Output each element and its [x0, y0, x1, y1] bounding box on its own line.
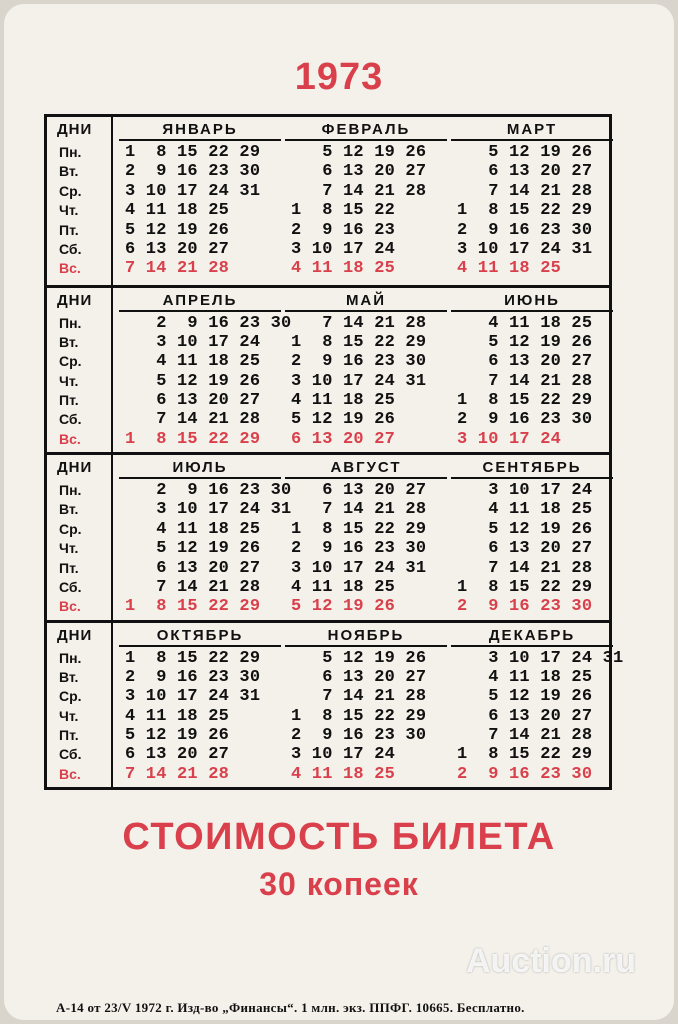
weekday-column	[53, 117, 113, 285]
month-week-line: 7 14 21 28	[457, 558, 593, 578]
month-week-line: 1 8 15 22 29	[457, 745, 593, 765]
month-week-line: 5 12 19 26	[457, 332, 593, 352]
month-week-line: 7 14 21 28	[457, 371, 593, 391]
month-block	[451, 288, 613, 456]
weekday-label: Вт.	[59, 163, 79, 180]
days-header: ДНИ	[57, 626, 93, 644]
month-week-line: 3 10 17 24 31	[457, 239, 593, 259]
month-block	[451, 623, 624, 791]
month-week-line: 6 13 20 27	[291, 667, 427, 687]
month-name: ИЮНЬ	[451, 292, 613, 312]
month-week-line: 2 9 16 23 30	[291, 726, 427, 746]
month-week-line: 1 8 15 22 29	[457, 201, 593, 221]
weekday-label: Пн.	[59, 482, 82, 498]
month-name: СЕНТЯБРЬ	[451, 459, 613, 479]
month-week-line: 7 14 21 28	[291, 687, 427, 707]
weekday-label: Пт.	[59, 559, 79, 576]
quarter-row	[47, 620, 624, 791]
weekday-label: Пт.	[59, 392, 79, 409]
weekday-label: Вс.	[59, 598, 81, 615]
month-week-line: 1 8 15 22 29	[125, 648, 261, 668]
month-week-line: 5 12 19 26	[457, 143, 593, 162]
month-week-line: 6 13 20 27	[125, 239, 230, 259]
ticket-cost-title: СТОИМОСТЬ БИЛЕТА	[122, 816, 556, 858]
month-name: АПРЕЛЬ	[119, 292, 281, 312]
month-week-line: 3 10 17 24 31	[457, 648, 624, 668]
weekday-label: Ср.	[59, 182, 82, 199]
month-week-line: 4 11 18 25	[125, 519, 261, 539]
month-name: ИЮЛЬ	[119, 459, 281, 479]
month-week-line: 1 8 15 22 29	[291, 706, 427, 726]
weekday-label: Сб.	[59, 240, 82, 257]
month-week-line: 4 11 18 25	[125, 352, 261, 372]
weekday-label: Ср.	[59, 520, 82, 537]
weekday-column	[53, 288, 113, 456]
weekday-label: Пн.	[59, 649, 82, 666]
month-week-line: 6 13 20 27	[291, 162, 427, 182]
month-week-line: 4 11 18 25	[291, 577, 396, 597]
month-block	[119, 623, 281, 791]
weekday-label: Вт.	[59, 501, 79, 518]
month-week-line: 4 11 18 25	[291, 764, 396, 784]
month-week-line: 6 13 20 27	[457, 706, 593, 726]
weekday-label: Вс.	[59, 260, 81, 277]
weekday-label: Пн.	[59, 144, 82, 160]
month-week-line: 5 12 19 26	[125, 371, 261, 391]
month-block	[119, 117, 281, 285]
month-week-line: 1 8 15 22 29	[125, 429, 261, 449]
month-week-line: 1 8 15 22 29	[291, 519, 427, 539]
month-week-line: 6 13 20 27	[291, 481, 427, 500]
month-week-line: 6 13 20 27	[291, 429, 396, 449]
weekday-label: Вт.	[59, 333, 79, 350]
month-week-line: 2 9 16 23 30	[125, 667, 261, 687]
month-block	[451, 117, 613, 285]
month-week-line: 7 14 21 28	[125, 577, 261, 597]
quarter-row	[47, 285, 609, 456]
month-week-line: 5 12 19 26	[457, 687, 593, 707]
month-week-line: 3 10 17 24 31	[291, 371, 427, 391]
ticket-price: 30 копеек	[259, 866, 419, 902]
month-week-line: 2 9 16 23 30	[457, 764, 593, 784]
weekday-label: Сб.	[59, 578, 82, 595]
calendar-grid	[44, 114, 624, 790]
weekday-label: Сб.	[59, 411, 82, 428]
month-week-line: 1 8 15 22 29	[457, 391, 593, 411]
month-week-line: 1 8 15 22 29	[125, 143, 261, 162]
month-week-line: 3 10 17 24 31	[291, 558, 427, 578]
month-week-line: 5 12 19 26	[125, 726, 230, 746]
quarter-row	[47, 452, 609, 623]
month-week-line: 5 12 19 26	[291, 143, 427, 162]
weekday-label: Чт.	[59, 540, 79, 557]
month-name: ДЕКАБРЬ	[451, 627, 613, 647]
calendar-card	[4, 4, 674, 1020]
month-name: ЯНВАРЬ	[119, 121, 281, 141]
days-header: ДНИ	[57, 121, 93, 138]
weekday-column	[53, 623, 113, 791]
month-week-line: 4 11 18 25	[291, 259, 396, 279]
month-week-line: 4 11 18 25	[457, 667, 593, 687]
month-week-line: 3 10 17 24 31	[125, 500, 292, 520]
month-week-line: 6 13 20 27	[457, 539, 593, 559]
month-name: МАРТ	[451, 121, 613, 141]
month-week-line: 5 12 19 26	[291, 597, 396, 617]
month-week-line: 2 9 16 23 30	[125, 313, 292, 333]
month-week-line: 5 12 19 26	[291, 648, 427, 668]
weekday-label: Чт.	[59, 202, 79, 219]
month-week-line: 4 11 18 25	[457, 500, 593, 520]
quarter-row	[47, 117, 609, 285]
month-week-line: 1 8 15 22 29	[457, 577, 593, 597]
weekday-label: Чт.	[59, 707, 79, 724]
month-block	[285, 455, 447, 623]
days-header: ДНИ	[57, 291, 93, 309]
calendar-year: 1973	[294, 56, 384, 98]
month-week-line: 4 11 18 25	[457, 259, 562, 279]
weekday-label: Пт.	[59, 727, 79, 744]
month-week-line: 6 13 20 27	[125, 558, 261, 578]
month-week-line: 5 12 19 26	[125, 220, 230, 240]
month-week-line: 4 11 18 25	[125, 201, 230, 221]
month-block	[451, 455, 613, 623]
month-week-line: 5 12 19 26	[125, 539, 261, 559]
month-week-line: 5 12 19 26	[291, 410, 396, 430]
month-week-line: 7 14 21 28	[291, 500, 427, 520]
weekday-label: Пт.	[59, 221, 79, 238]
month-week-line: 1 8 15 22	[291, 201, 396, 221]
month-block	[285, 288, 447, 456]
month-block	[285, 623, 447, 791]
month-week-line: 6 13 20 27	[125, 745, 230, 765]
imprint-footer: А-14 от 23/V 1972 г. Изд-во „Финансы“. 1 млн. экз. ППФГ. 10665. Бесплатно.	[56, 1000, 525, 1015]
month-name: ОКТЯБРЬ	[119, 627, 281, 647]
month-week-line: 2 9 16 23 30	[457, 597, 593, 617]
month-week-line: 7 14 21 28	[125, 764, 230, 784]
month-week-line: 1 8 15 22 29	[125, 597, 261, 617]
month-week-line: 6 13 20 27	[457, 352, 593, 372]
month-week-line: 3 10 17 24	[291, 745, 396, 765]
weekday-label: Чт.	[59, 372, 79, 389]
month-week-line: 6 13 20 27	[457, 162, 593, 182]
month-week-line: 3 10 17 24	[457, 481, 593, 500]
weekday-label: Сб.	[59, 746, 82, 763]
month-week-line: 3 10 17 24	[457, 429, 562, 449]
month-week-line: 2 9 16 23	[291, 220, 396, 240]
month-week-line: 2 9 16 23 30	[291, 539, 427, 559]
month-name: МАЙ	[285, 292, 447, 312]
month-week-line: 7 14 21 28	[291, 313, 427, 333]
month-week-line: 5 12 19 26	[457, 519, 593, 539]
month-week-line: 3 10 17 24 31	[125, 687, 261, 707]
month-week-line: 3 10 17 24	[125, 332, 261, 352]
watermark-logo	[466, 942, 674, 1002]
month-name: НОЯБРЬ	[285, 627, 447, 647]
weekday-label: Вт.	[59, 668, 79, 685]
weekday-label: Ср.	[59, 353, 82, 370]
month-week-line: 6 13 20 27	[125, 391, 261, 411]
weekday-label: Вс.	[59, 765, 81, 782]
watermark-text: Auction.ru	[466, 942, 636, 980]
month-week-line: 7 14 21 28	[291, 181, 427, 201]
month-week-line: 1 8 15 22 29	[291, 332, 427, 352]
month-block	[119, 288, 292, 456]
weekday-label: Вс.	[59, 430, 81, 447]
weekday-label: Ср.	[59, 688, 82, 705]
days-header: ДНИ	[57, 459, 93, 476]
month-week-line: 3 10 17 24 31	[125, 181, 261, 201]
month-block	[285, 117, 447, 285]
month-week-line: 4 11 18 25	[457, 313, 593, 333]
month-week-line: 2 9 16 23 30	[125, 162, 261, 182]
month-week-line: 2 9 16 23 30	[125, 481, 292, 500]
month-week-line: 3 10 17 24	[291, 239, 396, 259]
month-week-line: 7 14 21 28	[457, 181, 593, 201]
month-week-line: 2 9 16 23 30	[291, 352, 427, 372]
month-name: ФЕВРАЛЬ	[285, 121, 447, 141]
month-week-line: 4 11 18 25	[125, 706, 230, 726]
month-week-line: 4 11 18 25	[291, 391, 396, 411]
month-week-line: 2 9 16 23 30	[457, 410, 593, 430]
month-week-line: 7 14 21 28	[125, 410, 261, 430]
month-week-line: 2 9 16 23 30	[457, 220, 593, 240]
weekday-column	[53, 455, 113, 623]
weekday-label: Пн.	[59, 314, 82, 331]
month-week-line: 7 14 21 28	[457, 726, 593, 746]
month-name: АВГУСТ	[285, 459, 447, 479]
month-block	[119, 455, 292, 623]
month-week-line: 7 14 21 28	[125, 259, 230, 279]
